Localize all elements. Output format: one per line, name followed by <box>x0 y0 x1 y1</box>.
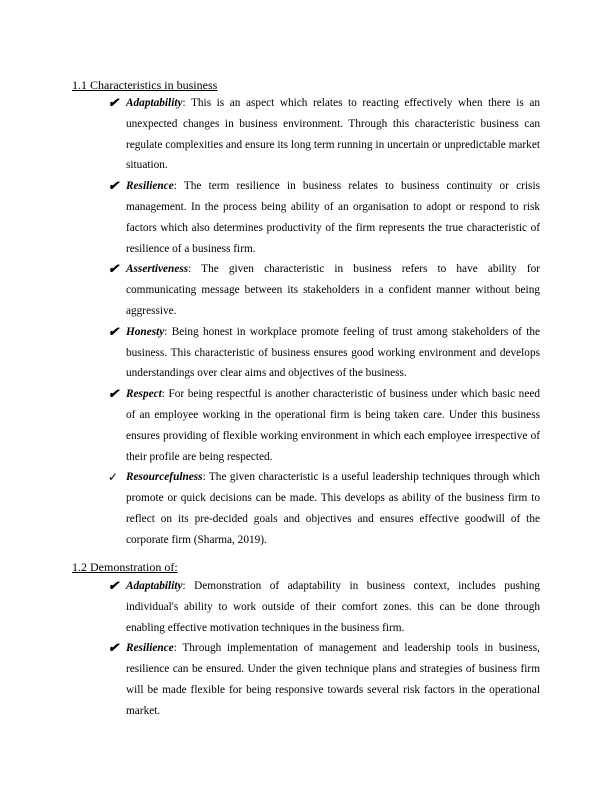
list-item-resourcefulness <box>108 467 540 550</box>
item-text: : Being honest in workplace promote feeling of trust among stakeholders of the business. This characteristic of business ensures good working environment and develops understandings over clear aims and objectives of the business. <box>126 325 540 380</box>
list-item-adaptability <box>108 93 540 176</box>
item-text: : The given characteristic in business refers to have ability for communicating message between its stakeholders in a confident manner without being aggressive. <box>126 263 540 317</box>
check-mark-icon: ✔ <box>108 323 119 339</box>
item-text: : Through implementation of management and leadership tools in business, resilience can be ensured. Under the given technique plans and strategies of business firm will be made flexible for being responsive towards several risk factors in the operational market. <box>126 642 540 717</box>
check-mark-icon: ✔ <box>108 578 119 593</box>
list-item-adaptability <box>108 576 540 638</box>
check-mark-icon: ✔ <box>108 95 119 110</box>
item-term: Resourcefulness <box>126 471 203 484</box>
item-term: Resilience <box>126 180 174 193</box>
list-item-resilience <box>108 638 540 721</box>
item-term: Resilience <box>126 642 174 655</box>
item-term: Adaptability <box>126 580 183 592</box>
list-item-resilience <box>108 176 540 259</box>
section-heading-characteristics: 1.1 Characteristics in business <box>72 78 218 92</box>
check-mark-icon: ✔ <box>108 261 119 277</box>
list-item-honesty <box>108 322 540 384</box>
check-mark-icon: ✔ <box>108 178 119 194</box>
check-mark-icon: ✓ <box>108 470 119 485</box>
item-term: Respect <box>126 388 162 401</box>
check-mark-icon: ✔ <box>108 640 119 656</box>
item-text: : The given characteristic is a useful leadership techniques through which promote or quick decisions can be made. This develops as ability of the business firm to reflect on its pre-decided goals and objectives and ensures effective goodwill of the corporate firm (Sharma, 2019). <box>126 471 540 546</box>
item-term: Assertiveness <box>126 263 189 276</box>
item-text: : For being respectful is another characteristic of business under which basic need of an employee working in the operational firm is being taken care. Under this business ensures providing of flexible working environment in which each employee irrespective of their profile are being respected. <box>126 388 540 463</box>
item-text: : This is an aspect which relates to reacting effectively when there is an unexpected changes in business environment. Through this characteristic business can regulate complexities and ensure its long term running in uncertain or unpredictable market situation. <box>126 97 540 172</box>
characteristics-list <box>108 93 540 551</box>
check-mark-icon: ✔ <box>108 386 119 402</box>
item-text: : Demonstration of adaptability in business context, includes pushing individual's ability to work outside of their comfort zones. this can be done through enabling effective motivation techniques in the business firm. <box>126 580 540 634</box>
item-term: Adaptability <box>126 97 183 109</box>
item-text: : The term resilience in business relates to business continuity or crisis management. In the process being ability of an organisation to adopt or respond to risk factors which also determines productivity of the firm represents the true characteristic of resilience of a business firm. <box>126 180 540 255</box>
demonstration-list <box>108 576 540 722</box>
section-heading-demonstration: 1.2 Demonstration of: <box>72 560 178 574</box>
list-item-respect <box>108 384 540 467</box>
list-item-assertiveness <box>108 259 540 321</box>
item-term: Honesty <box>126 325 165 338</box>
